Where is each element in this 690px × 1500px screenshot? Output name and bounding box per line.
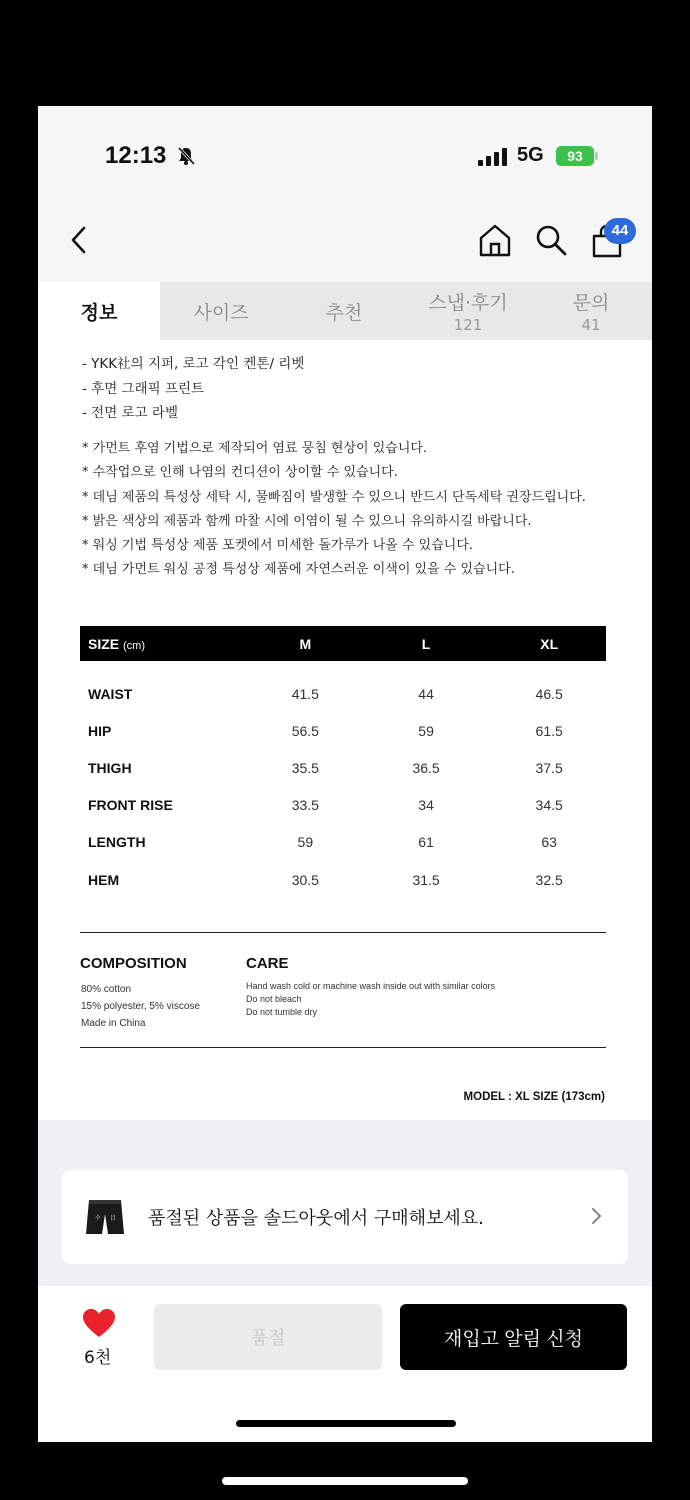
tab-bar — [38, 282, 652, 340]
chevron-right-icon — [590, 1206, 602, 1226]
tab-inquiry[interactable] — [530, 282, 652, 340]
cell-value: 32.5 — [535, 871, 563, 888]
row-label: HIP — [88, 722, 112, 739]
cell-value: 56.5 — [291, 722, 319, 739]
cell-value: 61 — [418, 834, 434, 851]
tab-count: 121 — [453, 316, 483, 334]
divider — [80, 932, 606, 933]
soldout-button[interactable]: 품절 — [154, 1304, 382, 1370]
divider — [80, 1047, 606, 1048]
shorts-thumbnail-icon — [84, 1196, 126, 1238]
feature-item: - 전면 로고 라벨 — [82, 405, 178, 421]
size-header-l: L — [421, 635, 431, 652]
composition-line: 15% polyester, 5% viscose — [81, 1001, 200, 1012]
cell-value: 61.5 — [535, 722, 563, 739]
battery-tip — [595, 152, 598, 160]
size-table-body — [80, 675, 606, 898]
tab-label: 사이즈 — [193, 301, 249, 324]
size-header-xl: XL — [540, 635, 559, 652]
search-icon[interactable] — [534, 222, 568, 258]
restock-alert-button[interactable]: 재입고 알림 신청 — [400, 1304, 627, 1370]
cell-value: 35.5 — [291, 759, 319, 776]
status-time: 12:13 — [105, 142, 167, 169]
heart-icon[interactable] — [82, 1308, 116, 1338]
svg-text:目: 目 — [110, 1215, 117, 1222]
note-item: * 워싱 기법 특성상 제품 포켓에서 미세한 돌가루가 나올 수 있습니다. — [82, 538, 474, 554]
table-row — [80, 749, 606, 786]
tab-snap-review[interactable] — [406, 282, 530, 340]
care-line: Hand wash cold or machine wash inside out with similar colors — [246, 981, 496, 991]
tab-label: 문의 — [572, 292, 610, 314]
cell-value: 34.5 — [535, 797, 563, 814]
feature-list — [82, 352, 304, 426]
cell-value: 33.5 — [291, 797, 319, 814]
care-lines — [246, 980, 495, 1019]
tab-label: 스냅·후기 — [428, 292, 508, 314]
tab-count: 41 — [581, 316, 601, 334]
note-item: * 수작업으로 인해 나염의 컨디션이 상이할 수 있습니다. — [82, 465, 398, 481]
tab-label: 추천 — [325, 301, 363, 324]
feature-item: - 후면 그래픽 프린트 — [82, 380, 205, 397]
row-label: WAIST — [88, 685, 133, 702]
care-notes — [82, 437, 586, 583]
bell-muted-icon — [176, 146, 196, 166]
model-info: MODEL : XL SIZE (173cm) — [463, 1091, 605, 1103]
cell-value: 63 — [541, 834, 557, 851]
soldout-banner[interactable] — [62, 1170, 628, 1264]
size-table — [80, 626, 606, 898]
table-row — [80, 675, 606, 712]
composition-line: 80% cotton — [81, 984, 132, 995]
cell-value: 46.5 — [535, 685, 563, 702]
note-item: * 데님 제품의 특성상 세탁 시, 물빠짐이 발생할 수 있으니 반드시 단독세탁 권장드립니다. — [82, 489, 586, 505]
table-row — [80, 861, 606, 898]
table-row — [80, 712, 606, 749]
phone-screen — [38, 106, 652, 1442]
back-chevron-icon[interactable] — [68, 224, 90, 256]
size-header-m: M — [299, 635, 312, 652]
soldout-banner-text: 품절된 상품을 솔드아웃에서 구매해보세요. — [148, 1208, 484, 1229]
row-label: LENGTH — [88, 834, 146, 851]
cell-value: 31.5 — [412, 871, 440, 888]
note-item: * 가먼트 후염 기법으로 제작되어 염료 뭉침 현상이 있습니다. — [82, 441, 428, 456]
cell-value: 37.5 — [535, 759, 563, 776]
size-unit: (cm) — [123, 639, 146, 652]
row-label: THIGH — [88, 759, 132, 776]
care-title: CARE — [246, 955, 289, 972]
table-row — [80, 824, 606, 861]
cell-value: 30.5 — [291, 871, 319, 888]
cart-count-badge: 44 — [604, 218, 636, 244]
note-item: * 데님 가먼트 워싱 공정 특성상 제품에 자연스러운 이색이 있을 수 있습니다. — [82, 562, 515, 578]
cell-value: 36.5 — [412, 759, 440, 776]
row-label: FRONT RISE — [88, 797, 173, 814]
table-row — [80, 787, 606, 824]
care-line: Do not bleach — [246, 994, 302, 1004]
cell-value: 34 — [418, 797, 434, 814]
signal-icon — [478, 148, 508, 166]
size-label: SIZE — [88, 635, 120, 652]
cell-value: 59 — [418, 722, 434, 739]
tab-recommend[interactable] — [282, 282, 406, 340]
composition-title: COMPOSITION — [80, 955, 187, 972]
tab-label: 정보 — [80, 301, 118, 324]
size-table-header — [80, 626, 606, 661]
network-label: 5G — [517, 144, 544, 166]
care-line: Do not tumble dry — [246, 1007, 318, 1017]
feature-item: - YKK社의 지퍼, 로고 각인 켄톤/ 리벳 — [82, 356, 305, 372]
tab-size[interactable] — [160, 282, 282, 340]
outer-home-indicator — [222, 1477, 468, 1485]
svg-text:수: 수 — [95, 1215, 101, 1222]
like-count: 6천 — [84, 1348, 112, 1368]
battery-icon — [556, 146, 594, 166]
cell-value: 59 — [297, 834, 314, 851]
composition-lines — [81, 981, 200, 1015]
cell-value: 44 — [418, 685, 434, 702]
battery-level: 93 — [567, 148, 583, 164]
cell-value: 41.5 — [291, 685, 319, 702]
made-in-label: Made in China — [81, 1018, 146, 1029]
note-item: * 밝은 색상의 제품과 함께 마찰 시에 이염이 될 수 있으니 유의하시길 바랍니다. — [82, 513, 532, 529]
size-header-label — [80, 636, 251, 652]
home-icon[interactable] — [478, 222, 512, 258]
tab-info[interactable] — [38, 282, 160, 340]
row-label: HEM — [88, 871, 120, 888]
home-indicator[interactable] — [236, 1420, 456, 1427]
status-bar — [38, 106, 652, 206]
